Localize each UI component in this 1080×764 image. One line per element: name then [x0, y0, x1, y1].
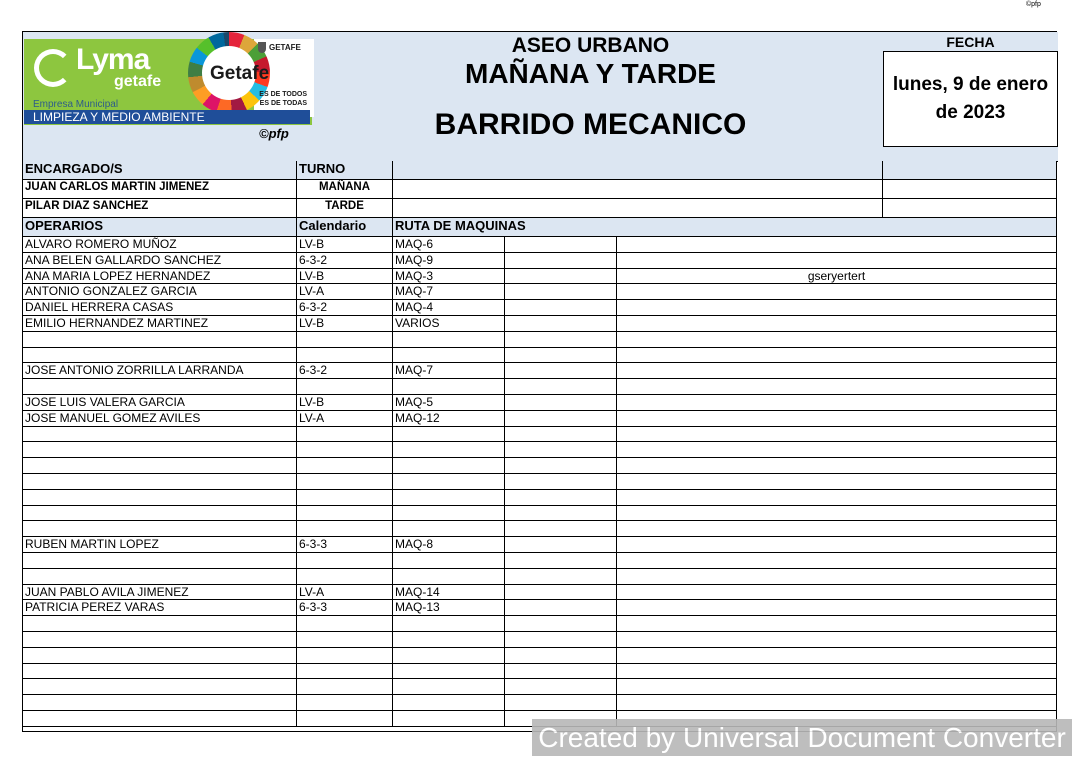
operario-extra	[505, 458, 617, 474]
operario-note	[617, 553, 1057, 569]
operario-name	[23, 521, 297, 537]
operario-calendario	[297, 553, 393, 569]
operario-ruta	[393, 632, 505, 648]
operario-ruta	[393, 506, 505, 522]
operario-extra	[505, 237, 617, 253]
ruta-header: RUTA DE MAQUINAS	[393, 218, 1057, 237]
operario-ruta	[393, 427, 505, 443]
operario-calendario: LV-B	[297, 237, 393, 253]
operario-extra	[505, 316, 617, 332]
operario-ruta	[393, 442, 505, 458]
operario-calendario	[297, 664, 393, 680]
operario-note	[617, 442, 1057, 458]
operario-name	[23, 569, 297, 585]
operario-ruta	[393, 379, 505, 395]
operario-note	[617, 284, 1057, 300]
operario-name: RUBEN MARTIN LOPEZ	[23, 537, 297, 553]
encargado-name: JUAN CARLOS MARTIN JIMENEZ	[23, 180, 297, 199]
operario-name: PATRICIA PEREZ VARAS	[23, 600, 297, 616]
encargado-blank	[393, 180, 883, 199]
operario-name	[23, 679, 297, 695]
operario-name: ANTONIO GONZALEZ GARCIA	[23, 284, 297, 300]
operario-name	[23, 348, 297, 364]
operario-calendario: LV-B	[297, 316, 393, 332]
operario-extra	[505, 679, 617, 695]
operario-name: EMILIO HERNANDEZ MARTINEZ	[23, 316, 297, 332]
operario-ruta: VARIOS	[393, 316, 505, 332]
operario-extra	[505, 379, 617, 395]
operario-ruta	[393, 679, 505, 695]
encargados-header: ENCARGADO/S	[23, 161, 297, 180]
operario-name: JUAN PABLO AVILA JIMENEZ	[23, 585, 297, 601]
operarios-header: OPERARIOS	[23, 218, 297, 237]
operario-extra	[505, 427, 617, 443]
operario-note	[617, 521, 1057, 537]
operario-note	[617, 569, 1057, 585]
operario-note: gseryertert	[617, 269, 1057, 285]
operario-note	[617, 363, 1057, 379]
operario-note	[617, 506, 1057, 522]
operario-name	[23, 695, 297, 711]
operario-ruta	[393, 332, 505, 348]
operario-extra	[505, 395, 617, 411]
operario-calendario	[297, 427, 393, 443]
operario-name: ANA MARIA LOPEZ HERNANDEZ	[23, 269, 297, 285]
operario-extra	[505, 348, 617, 364]
operario-note	[617, 537, 1057, 553]
operario-note	[617, 600, 1057, 616]
operario-calendario	[297, 490, 393, 506]
operario-ruta	[393, 553, 505, 569]
operario-extra	[505, 300, 617, 316]
operario-calendario: 6-3-2	[297, 300, 393, 316]
title-barrido: BARRIDO MECANICO	[434, 108, 747, 141]
operario-name	[23, 458, 297, 474]
operario-extra	[505, 648, 617, 664]
operario-calendario	[297, 679, 393, 695]
slogan-line1: ES DE TODOS	[259, 91, 307, 98]
operario-ruta: MAQ-12	[393, 411, 505, 427]
operario-ruta	[393, 458, 505, 474]
operario-calendario: 6-3-2	[297, 253, 393, 269]
operario-extra	[505, 616, 617, 632]
operario-note	[617, 632, 1057, 648]
operario-extra	[505, 332, 617, 348]
operario-name: ANA BELEN GALLARDO SANCHEZ	[23, 253, 297, 269]
operario-ruta	[393, 490, 505, 506]
operario-calendario	[297, 711, 393, 727]
header-blank	[883, 161, 1057, 180]
operario-ruta: MAQ-3	[393, 269, 505, 285]
operario-name	[23, 648, 297, 664]
operario-calendario: LV-B	[297, 395, 393, 411]
operario-ruta: MAQ-5	[393, 395, 505, 411]
encargado-blank	[883, 180, 1057, 199]
operario-name	[23, 332, 297, 348]
operario-calendario	[297, 695, 393, 711]
operario-name	[23, 474, 297, 490]
operario-ruta: MAQ-6	[393, 237, 505, 253]
operario-ruta	[393, 648, 505, 664]
operario-calendario	[297, 569, 393, 585]
operario-name	[23, 664, 297, 680]
operario-name: JOSE ANTONIO ZORRILLA LARRANDA	[23, 363, 297, 379]
operario-calendario	[297, 632, 393, 648]
operario-extra	[505, 553, 617, 569]
operario-note	[617, 316, 1057, 332]
operario-calendario: LV-A	[297, 284, 393, 300]
slogan	[252, 90, 307, 108]
operario-name: JOSE MANUEL GOMEZ AVILES	[23, 411, 297, 427]
operario-note	[617, 411, 1057, 427]
header-blank	[393, 161, 883, 180]
operario-extra	[505, 585, 617, 601]
operario-ruta: MAQ-8	[393, 537, 505, 553]
operario-calendario: LV-A	[297, 585, 393, 601]
operario-extra	[505, 474, 617, 490]
operario-ruta	[393, 695, 505, 711]
operario-ruta	[393, 521, 505, 537]
operario-ruta: MAQ-9	[393, 253, 505, 269]
fecha-label: FECHA	[946, 34, 995, 50]
operario-name: JOSE LUIS VALERA GARCIA	[23, 395, 297, 411]
operario-note	[617, 695, 1057, 711]
operario-calendario	[297, 506, 393, 522]
header	[23, 32, 1058, 162]
operario-name	[23, 442, 297, 458]
operario-name	[23, 632, 297, 648]
operario-note	[617, 395, 1057, 411]
operario-extra	[505, 632, 617, 648]
operario-ruta: MAQ-14	[393, 585, 505, 601]
ayuntamiento-label: GETAFE	[269, 43, 301, 52]
top-copyright: ©pfp	[1026, 1, 1041, 8]
operario-note	[617, 664, 1057, 680]
operario-calendario	[297, 379, 393, 395]
encargado-name: PILAR DIAZ SANCHEZ	[23, 199, 297, 218]
operario-extra	[505, 521, 617, 537]
operario-calendario	[297, 442, 393, 458]
operario-extra	[505, 269, 617, 285]
operario-note	[617, 616, 1057, 632]
operario-ruta: MAQ-7	[393, 284, 505, 300]
schedule-sheet	[22, 31, 1057, 732]
operario-calendario	[297, 458, 393, 474]
operario-extra	[505, 490, 617, 506]
operario-name	[23, 616, 297, 632]
slogan-line2: ES DE TODAS	[259, 100, 307, 107]
operario-note	[617, 585, 1057, 601]
operario-ruta: MAQ-13	[393, 600, 505, 616]
operario-calendario	[297, 332, 393, 348]
operario-extra	[505, 695, 617, 711]
operario-ruta	[393, 711, 505, 727]
logo-brand-sub: getafe	[114, 73, 162, 90]
operario-ruta	[393, 474, 505, 490]
operario-note	[617, 332, 1057, 348]
title-aseo: ASEO URBANO	[511, 34, 670, 57]
operario-name	[23, 379, 297, 395]
operario-name	[23, 427, 297, 443]
operario-ruta	[393, 348, 505, 364]
operario-note	[617, 237, 1057, 253]
operario-calendario	[297, 521, 393, 537]
operario-extra	[505, 442, 617, 458]
coat-of-arms-icon	[258, 42, 266, 53]
operario-note	[617, 253, 1057, 269]
operario-extra	[505, 253, 617, 269]
operario-note	[617, 300, 1057, 316]
title-turnos: MAÑANA Y TARDE	[465, 58, 716, 89]
operario-name	[23, 711, 297, 727]
empresa-label: Empresa Municipal	[33, 99, 119, 110]
fecha-value: lunes, 9 de enero de 2023	[883, 51, 1058, 147]
encargado-turno: MAÑANA	[297, 180, 393, 199]
operario-ruta: MAQ-7	[393, 363, 505, 379]
operario-note	[617, 427, 1057, 443]
calendario-header: Calendario	[297, 218, 393, 237]
operario-note	[617, 679, 1057, 695]
logo-brand: Lyma	[76, 43, 150, 76]
operario-calendario: 6-3-2	[297, 363, 393, 379]
encargado-turno: TARDE	[297, 199, 393, 218]
operario-calendario: 6-3-3	[297, 600, 393, 616]
encargado-blank	[883, 199, 1057, 218]
operario-calendario: LV-A	[297, 411, 393, 427]
watermark: Created by Universal Document Converter	[532, 719, 1072, 756]
operario-extra	[505, 284, 617, 300]
operario-note	[617, 490, 1057, 506]
operario-name	[23, 490, 297, 506]
operario-name: ALVARO ROMERO MUÑOZ	[23, 237, 297, 253]
operario-calendario	[297, 348, 393, 364]
operario-calendario: 6-3-3	[297, 537, 393, 553]
operario-name: DANIEL HERRERA CASAS	[23, 300, 297, 316]
operario-note	[617, 348, 1057, 364]
operario-note	[617, 648, 1057, 664]
operario-ruta: MAQ-4	[393, 300, 505, 316]
operario-calendario	[297, 648, 393, 664]
operario-extra	[505, 411, 617, 427]
operario-extra	[505, 600, 617, 616]
turno-header: TURNO	[297, 161, 393, 180]
getafe-logo-text: Getafe	[210, 63, 270, 84]
operario-calendario: LV-B	[297, 269, 393, 285]
operario-extra	[505, 363, 617, 379]
operario-extra	[505, 537, 617, 553]
lyma-swirl-icon	[34, 49, 72, 87]
operario-note	[617, 458, 1057, 474]
operario-extra	[505, 569, 617, 585]
limpieza-banner: LIMPIEZA Y MEDIO AMBIENTE	[24, 110, 310, 124]
operario-extra	[505, 506, 617, 522]
operario-ruta	[393, 664, 505, 680]
operario-name	[23, 506, 297, 522]
operario-note	[617, 474, 1057, 490]
logo-copyright: ©pfp	[259, 126, 289, 141]
operario-name	[23, 553, 297, 569]
operario-calendario	[297, 616, 393, 632]
operario-calendario	[297, 474, 393, 490]
operario-ruta	[393, 569, 505, 585]
operario-ruta	[393, 616, 505, 632]
encargado-blank	[393, 199, 883, 218]
operario-extra	[505, 664, 617, 680]
operario-note	[617, 379, 1057, 395]
